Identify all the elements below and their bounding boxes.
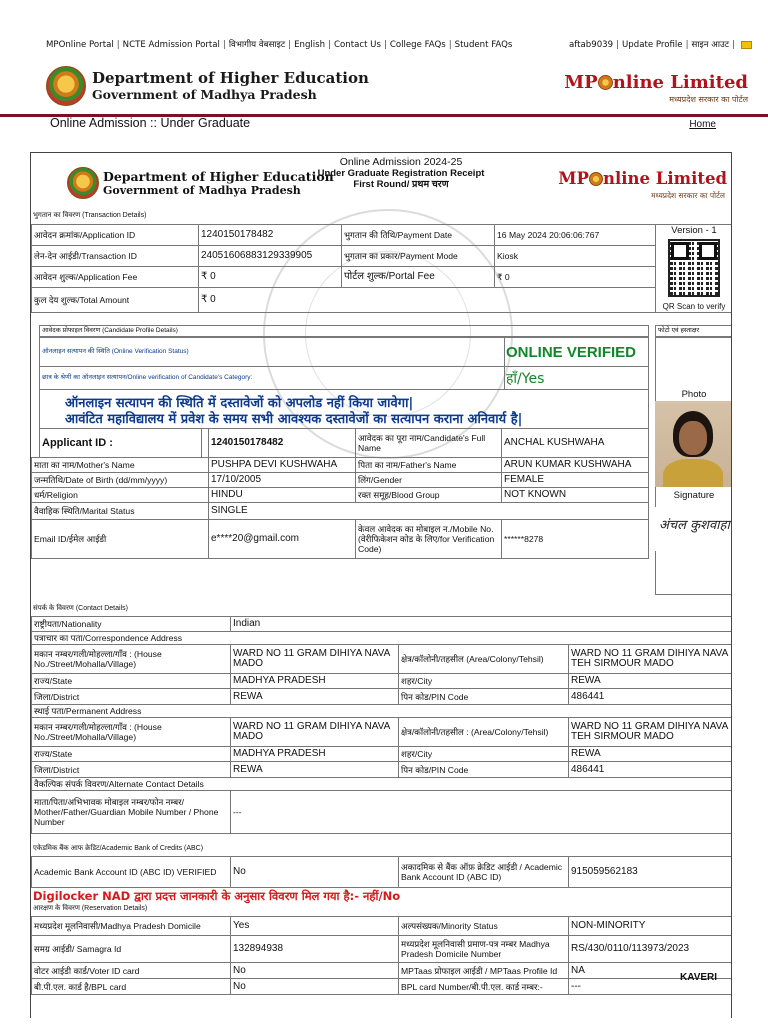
contact-heading: संपर्क के विवरण (Contact Details) — [33, 605, 128, 612]
candidate-signature: अंचल कुशवाहा — [659, 518, 730, 533]
receipt-mponline-logo — [558, 169, 727, 188]
perm-district-value: REWA — [230, 761, 399, 778]
perm-city-label: शहर/City — [398, 746, 569, 762]
corr-district-value: REWA — [230, 688, 399, 705]
father-name-value: ARUN KUMAR KUSHWAHA — [501, 457, 649, 473]
portal-fee-value: ₹ 0 — [494, 266, 656, 288]
receipt-mponline-logo-icon — [589, 172, 603, 186]
receipt-department: Department of Higher Education — [103, 169, 334, 184]
minority-label: अल्पसंख्यक/Minority Status — [398, 916, 569, 936]
photo-label: Photo — [681, 389, 707, 400]
transaction-id-value: 24051606883129339905 — [198, 245, 342, 267]
transaction-id-label: लेन-देन आईडी/Transaction ID — [31, 245, 199, 267]
category-verification-value: हाँ/Yes — [506, 371, 545, 387]
gender-label: लिंग/Gender — [355, 472, 502, 488]
top-nav-links: MPOnline Portal | NCTE Admission Portal | विभागीय वेबसाइट | English | Contact Us | College FAQs | Student FAQs — [46, 40, 513, 50]
department-title: Department of Higher Education — [92, 69, 369, 87]
perm-area-value: WARD NO 11 GRAM DIHIYA NAVA TEH SIRMOUR MADO — [568, 717, 732, 747]
corr-pin-label: पिन कोड/PIN Code — [398, 688, 569, 705]
corr-state-label: राज्य/State — [31, 673, 231, 689]
mponline-portal-link[interactable]: MPOnline Portal — [46, 40, 114, 50]
perm-district-label: जिला/District — [31, 761, 231, 778]
religion-value: HINDU — [208, 487, 356, 503]
samagra-label: समग्र आईडी/ Samagra Id — [31, 935, 231, 963]
receipt-brand-tagline: मध्यप्रदेश सरकार का पोर्टल — [651, 191, 725, 200]
gender-value: FEMALE — [501, 472, 649, 488]
application-fee-label: आवेदन शुल्क/Application Fee — [31, 266, 199, 288]
receipt-emblem-icon — [67, 167, 99, 199]
nationality-label: राष्ट्रीयता/Nationality — [31, 616, 231, 632]
ncte-portal-link[interactable]: NCTE Admission Portal — [122, 40, 220, 50]
email-value: e****20@gmail.com — [208, 519, 356, 559]
portal-fee-label: पोर्टल शुल्क/Portal Fee — [341, 266, 495, 288]
perm-area-label: क्षेत्र/कॉलोनी/तहसील : (Area/Colony/Tehsil) — [398, 717, 569, 747]
college-faqs-link[interactable]: College FAQs — [389, 40, 446, 50]
payment-mode-label: भुगतान का प्रकार/Payment Mode — [341, 245, 495, 267]
mptaas-value: NA — [568, 962, 732, 979]
home-link[interactable]: Home — [689, 119, 716, 130]
version-label: Version - 1 — [671, 225, 717, 236]
total-amount-label: कुल देय शुल्क/Total Amount — [31, 287, 199, 313]
signature-label: Signature — [673, 490, 715, 501]
nationality-value: Indian — [230, 616, 732, 632]
religion-label: धर्म/Religion — [31, 487, 209, 503]
domicile-value: Yes — [230, 916, 399, 936]
perm-pin-value: 486441 — [568, 761, 732, 778]
abc-id-value: 915059562183 — [568, 856, 732, 888]
abc-verified-label: Academic Bank Account ID (ABC ID) VERIFIED — [31, 856, 231, 888]
corr-city-value: REWA — [568, 673, 732, 689]
qr-code-icon[interactable] — [668, 239, 720, 297]
marital-status-value: SINGLE — [208, 502, 649, 520]
contact-us-link[interactable]: Contact Us — [334, 40, 381, 50]
abc-verified-value: No — [230, 856, 399, 888]
digilocker-notice: Digilocker NAD द्वारा प्रदत्त जानकारी के अनुसार विवरण मिल गया है:- नहीं/No — [33, 889, 401, 903]
mponline-logo — [564, 72, 748, 93]
mother-name-value: PUSHPA DEVI KUSHWAHA — [208, 457, 356, 473]
user-menu: aftab9039 | Update Profile | साइन आउट | — [569, 38, 752, 50]
corr-state-value: MADHYA PRADESH — [230, 673, 399, 689]
guardian-phone-value: --- — [230, 790, 732, 834]
corr-pin-value: 486441 — [568, 688, 732, 705]
receipt-round: First Round/ प्रथम चरण — [353, 179, 449, 190]
abc-id-label: अकादमिक से बैंक ऑफ़ क्रेडिट आईडी / Academic Bank Account ID (ABC ID) — [398, 856, 569, 888]
brand-prefix: MP — [564, 72, 598, 93]
full-name-value: ANCHAL KUSHWAHA — [501, 428, 649, 458]
minority-value: NON-MINORITY — [568, 916, 732, 936]
corr-area-value: WARD NO 11 GRAM DIHIYA NAVA TEH SIRMOUR MADO — [568, 644, 732, 674]
voter-id-label: वोटर आईडी कार्ड/Voter ID card — [31, 962, 231, 979]
full-name-label: आवेदक का पूरा नाम/Candidate's Full Name — [355, 428, 502, 458]
mother-name-label: माता का नाम/Mother's Name — [31, 457, 209, 473]
applicant-id-label: Applicant ID : — [39, 428, 202, 458]
voter-id-value: No — [230, 962, 399, 979]
english-link[interactable]: English — [294, 40, 326, 50]
payment-date-label: भुगतान की तिथि/Payment Date — [341, 224, 495, 246]
receipt-subtitle: Under Graduate Registration Receipt — [317, 168, 485, 179]
candidate-photo — [655, 401, 731, 487]
corr-house-label: मकान नम्बर/गली/मोहल्ला/गाँव : (House No./Street/Mohalla/Village) — [31, 644, 231, 674]
applicant-id-value: 1240150178482 — [208, 428, 356, 458]
corr-area-label: क्षेत्र/कॉलोनी/तहसील (Area/Colony/Tehsil) — [398, 644, 569, 674]
samagra-value: 132894938 — [230, 935, 399, 963]
footer-name: KAVERI — [680, 972, 718, 983]
bpl-label: बी.पी.एल. कार्ड है/BPL card — [31, 978, 231, 995]
top-nav-bar — [0, 38, 768, 52]
department-website-link[interactable]: विभागीय वेबसाइट — [228, 40, 286, 50]
registration-receipt — [30, 152, 732, 1018]
signout-link[interactable]: साइन आउट — [691, 40, 730, 50]
profile-heading: आवेदक प्रोफाइल विवरण (Candidate Profile Details) — [39, 325, 649, 337]
mobile-value: ******8278 — [501, 519, 649, 559]
username: aftab9039 — [569, 40, 614, 50]
email-label: Email ID/ईमेल आईडी — [31, 519, 209, 559]
site-header — [0, 60, 768, 114]
receipt-title-block — [301, 157, 501, 190]
online-status-label: ऑनलाइन सत्यापन की स्थिति (Online Verification Status) — [39, 337, 505, 367]
receipt-government: Government of Madhya Pradesh — [103, 184, 301, 197]
transaction-heading: भुगतान का विवरण (Transaction Details) — [33, 212, 147, 219]
page-title: Online Admission :: Under Graduate — [50, 116, 251, 130]
corr-house-value: WARD NO 11 GRAM DIHIYA NAVA MADO — [230, 644, 399, 674]
student-faqs-link[interactable]: Student FAQs — [454, 40, 513, 50]
bpl-number-label: BPL card Number/बी.पी.एल. कार्ड नम्बर:- — [398, 978, 569, 995]
mobile-label: केवल आवेदक का मोबाइल न./Mobile No. (वेरीफिकेशन कोड के लिए/for Verification Code) — [355, 519, 502, 559]
alternate-contact-heading: वैकल्पिक संपर्क विवरण/Alternate Contact Details — [31, 777, 732, 791]
government-subtitle: Government of Madhya Pradesh — [92, 87, 317, 102]
application-id-value: 1240150178482 — [198, 224, 342, 246]
brand-suffix: nline Limited — [612, 72, 748, 93]
update-profile-link[interactable]: Update Profile — [622, 40, 683, 50]
receipt-header — [31, 153, 731, 211]
receipt-title: Online Admission 2024-25 — [339, 156, 463, 168]
receipt-brand-suffix: nline Limited — [602, 169, 727, 188]
mptaas-label: MPTaas प्रोफाइल आईडी / MPTaas Profile Id — [398, 962, 569, 979]
correspondence-heading: पत्राचार का पता/Correspondence Address — [31, 631, 732, 645]
category-verification-label: छात्र के श्रेणी का ऑनलाइन सत्यापन/Online verification of Candidate's Category: — [39, 366, 505, 390]
abc-heading: एकेडमिक बैंक आफ क्रेडिट/Academic Bank of Credits (ABC) — [33, 845, 204, 852]
flag-icon[interactable] — [741, 41, 752, 49]
domicile-label: मध्यप्रदेश मूलनिवासी/Madhya Pradesh Domicile — [31, 916, 231, 936]
online-verified-status: ONLINE VERIFIED — [506, 344, 637, 361]
perm-house-value: WARD NO 11 GRAM DIHIYA NAVA MADO — [230, 717, 399, 747]
bpl-number-value: --- — [568, 978, 732, 995]
dob-label: जन्मतिथि/Date of Birth (dd/mm/yyyy) — [31, 472, 209, 488]
perm-house-label: मकान नम्बर/गली/मोहल्ला/गाँव : (House No./Street/Mohalla/Village) — [31, 717, 231, 747]
marital-status-label: वैवाहिक स्थिति/Marital Status — [31, 502, 209, 520]
perm-pin-label: पिन कोड/PIN Code — [398, 761, 569, 778]
perm-state-value: MADHYA PRADESH — [230, 746, 399, 762]
father-name-label: पिता का नाम/Father's Name — [355, 457, 502, 473]
perm-city-value: REWA — [568, 746, 732, 762]
photo-section-heading: फोटो एवं हस्ताक्षर — [655, 325, 732, 337]
blood-group-label: रक्त समूह/Blood Group — [355, 487, 502, 503]
dob-value: 17/10/2005 — [208, 472, 356, 488]
brand-tagline: मध्यप्रदेश सरकार का पोर्टल — [669, 95, 748, 104]
application-fee-value: ₹ 0 — [198, 266, 342, 288]
corr-district-label: जिला/District — [31, 688, 231, 705]
total-amount-value: ₹ 0 — [198, 287, 656, 313]
warning-line-1: ऑनलाइन सत्यापन की स्थिति में दस्तावेजों को अपलोड नहीं किया जावेगा| — [65, 396, 414, 411]
corr-city-label: शहर/City — [398, 673, 569, 689]
domicile-number-label: मध्यप्रदेश मूलनिवासी प्रमाण-पत्र नम्बर Madhya Pradesh Domicile Number — [398, 935, 569, 963]
mp-emblem-icon — [46, 66, 86, 106]
receipt-brand-prefix: MP — [558, 169, 589, 188]
permanent-heading: स्थाई पता/Permanent Address — [31, 704, 732, 718]
domicile-number-value: RS/430/0110/113973/2023 — [568, 935, 732, 963]
signature-box — [655, 507, 731, 551]
payment-mode-value: Kiosk — [494, 245, 656, 267]
qr-caption: QR Scan to verify — [662, 302, 726, 311]
mponline-logo-icon — [598, 75, 613, 90]
payment-date-value: 16 May 2024 20:06:06:767 — [494, 224, 656, 246]
application-id-label: आवेदन क्रमांक/Application ID — [31, 224, 199, 246]
bpl-value: No — [230, 978, 399, 995]
guardian-phone-label: माता/पिता/अभिभावक मोबाइल नम्बर/फोन नम्बर/ Mother/Father/Guardian Mobile Number / Phone Number — [31, 790, 231, 834]
warning-line-2: आवंटित महाविद्यालय में प्रवेश के समय सभी आवश्यक दस्तावेजों का सत्यापन कराना अनिवार्य है| — [65, 412, 523, 427]
blood-group-value: NOT KNOWN — [501, 487, 649, 503]
reservation-heading: आरक्षण के विवरण (Reservation Details) — [33, 905, 148, 912]
perm-state-label: राज्य/State — [31, 746, 231, 762]
